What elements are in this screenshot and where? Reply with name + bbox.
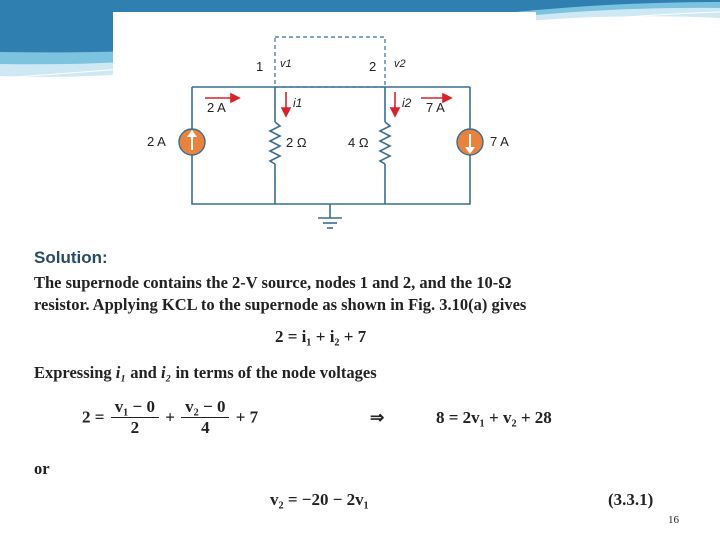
circuit-schematic (113, 12, 536, 240)
current-source-2a (179, 129, 205, 155)
solution-title: Solution: (34, 248, 108, 267)
solution-or: or (34, 459, 50, 478)
i1-label: i1 (293, 96, 303, 110)
arrow-i2-head (391, 108, 399, 116)
fraction-v2: $\frac{\text{v₂ − 0}}{4}$ (181, 397, 229, 438)
node1-voltage: v1 (280, 58, 292, 70)
solution-line-2: resistor. Applying KCL to the supernode as shown in Fig. 3.10(a) gives (34, 295, 527, 314)
solution-line-1: The supernode contains the 2-V source, nodes 1 and 2, and the 10-Ω (34, 273, 512, 292)
node2-voltage: v2 (394, 58, 406, 70)
i2-label: i2 (402, 96, 412, 110)
node1-label: 1 (256, 59, 264, 74)
page-number: 16 (668, 514, 679, 526)
left-source-label: 2 A (147, 134, 166, 149)
fraction-v1: $\frac{\text{v₁ − 0}}{2}$ (111, 397, 159, 438)
ground-symbol (318, 218, 342, 228)
resistor-4ohm-label: 4 Ω (348, 135, 369, 150)
implies-arrow: ⇒ (370, 408, 385, 427)
resistor-2ohm (270, 122, 280, 164)
solution-line-3: Expressing i₁ and i₂ in terms of the node voltages (34, 363, 377, 382)
circuit-diagram (113, 12, 536, 240)
arrow-i1-head (282, 108, 290, 116)
equation-3-3-1: v₂ = −20 − 2v₁ (270, 490, 369, 509)
current-source-7a (457, 129, 483, 155)
right-arrow-label: 7 A (426, 100, 445, 115)
resistor-2ohm-label: 2 Ω (286, 135, 307, 150)
equation-node-voltages: 2 = $\frac{\text{v₁ − 0}}{2}$ + $\frac{\text{v₂ − 0}}{4}$ + 7 (82, 397, 259, 437)
equation-result: 8 = 2v₁ + v₂ + 28 (436, 408, 552, 427)
resistor-4ohm (380, 122, 390, 164)
equation-kcl: 2 = i₁ + i₂ + 7 (275, 327, 367, 346)
right-source-label: 7 A (490, 134, 509, 149)
node2-label: 2 (369, 59, 377, 74)
left-arrow-label: 2 A (207, 100, 226, 115)
solution-panel (18, 241, 691, 517)
arrow-2a-head (231, 94, 239, 102)
equation-number: (3.3.1) (608, 490, 654, 509)
